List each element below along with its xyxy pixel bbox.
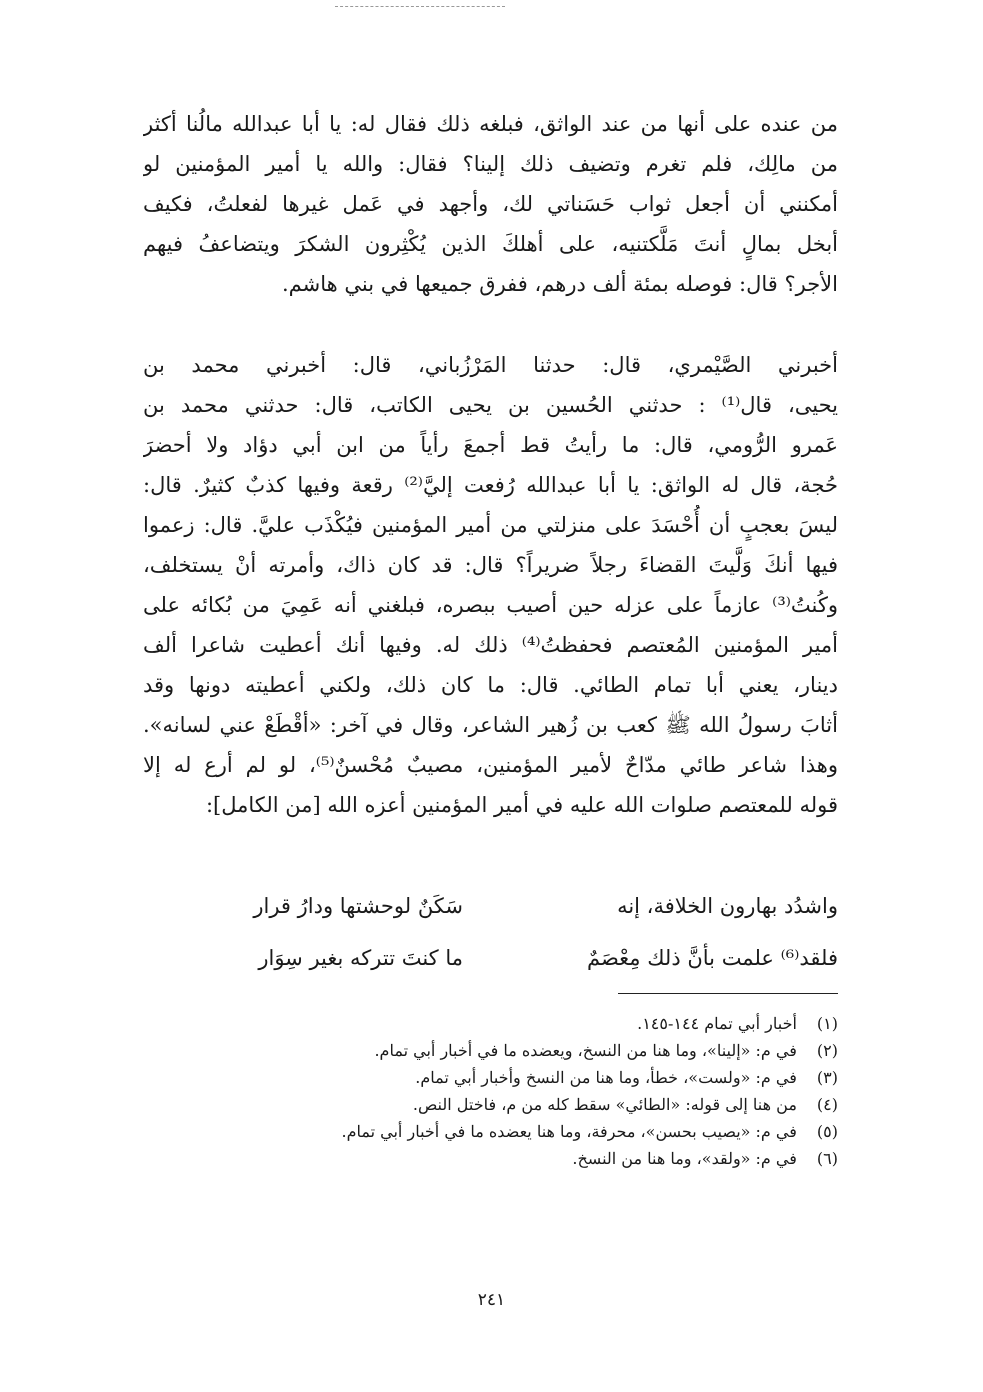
- text-line: عَمرو الرُّومي، قال: ما رأيتُ قط أجمعَ رأياً من ابن أبي دؤاد ولا أحضرَ: [143, 433, 838, 457]
- text-line: من مالِك، فلم تغرم وتضيف ذلك إلينا؟ فقال: والله يا أمير المؤمنين لو: [143, 152, 838, 176]
- verse-first-hemistich: واشدُد بهارون الخلافة، إنه: [617, 894, 838, 918]
- footnote: [143, 1064, 838, 1091]
- text-line: وهذا شاعر طائي مدّاحٌ لأمير المؤمنين، مصيبٌ مُحْسنٌ⁽⁵⁾، لو لم أرع له إلا: [143, 753, 838, 777]
- footnote-separator: [618, 993, 838, 994]
- text-line: أبخل بمالٍ أنتَ مَلَّكتنيه، على أهلكَ الذين يُكْثِرون الشكرَ ويتضاعفُ فيهم: [143, 232, 838, 256]
- verse-line: [143, 880, 838, 932]
- text-line: حُجة، قال له الواثق: يا أبا عبدالله رُفعت إليَّ⁽²⁾ رقعة وفيها كذبٌ كثيرٌ. قال:: [143, 473, 838, 497]
- text-line: دينار، يعني أبا تمام الطائي. قال: ما كان ذلك، ولكني أعطيته دونها وقد: [143, 673, 838, 697]
- footnote: [143, 1010, 838, 1037]
- footnote-text: من هنا إلى قوله: «الطائي» سقط كله من م، فاختل النص.: [412, 1095, 797, 1114]
- footnote: [143, 1145, 838, 1172]
- footnote-number: (٣): [816, 1068, 838, 1087]
- top-rule: [335, 6, 505, 7]
- footnote-text: في م: «يصيب بحسن»، محرفة، وما هنا يعضده ما في أخبار أبي تمام.: [341, 1122, 797, 1141]
- text-line: يحيى، قال⁽¹⁾ : حدثني الحُسين بن يحيى الكاتب، قال: حدثني محمد بن: [143, 393, 838, 417]
- text-line: وكُنتُ⁽³⁾ عازماً على عزله حين أصيب ببصره، فبلغني أنه عَمِيَ من بُكائه على: [143, 593, 838, 617]
- poem-verses: [143, 880, 838, 984]
- footnotes: [143, 1010, 838, 1172]
- text-line: الأجر؟ قال: فوصله بمئة ألف درهم، ففرق جميعها في بني هاشم.: [281, 272, 838, 296]
- footnote-text: في م: «ولقد»، وما هنا من النسخ.: [572, 1149, 797, 1168]
- text-line: ليسَ بعجبٍ أن أُحْسَدَ على منزلتي من أمير المؤمنين فيُكْذَب عليَّ. قال: زعموا: [143, 513, 838, 537]
- text-line: من عنده على أنها من عند الواثق، فبلغه ذلك فقال له: يا أبا عبدالله مالُنا أكثر: [143, 112, 838, 136]
- footnote: [143, 1118, 838, 1145]
- footnote: [143, 1037, 838, 1064]
- footnote-number: (١): [816, 1014, 838, 1033]
- footnote-number: (٤): [816, 1095, 838, 1114]
- footnote-text: في م: «ولست»، خطأ، وما هنا من النسخ وأخبار أبي تمام.: [415, 1068, 797, 1087]
- text-line: فيها أنكَ وَلَّيتَ القضاءَ رجلاً ضريراً؟ قال: قد كان ذاك، وأمرته أنْ يستخلف،: [143, 553, 838, 577]
- footnote-text: في م: «إلينا»، وما هنا من النسخ، ويعضده ما في أخبار أبي تمام.: [374, 1041, 797, 1060]
- verse-first-hemistich: فلقد⁽⁶⁾ علمت بأنَّ ذلك مِعْصَمٌ: [586, 946, 838, 970]
- verse-second-hemistich: ما كنتَ تتركه بغير سِوَار: [258, 946, 463, 970]
- text-line: قوله للمعتصم صلوات الله عليه في أمير المؤمنين أعزه الله [من الكامل]:: [205, 793, 838, 817]
- text-line: أمكنني أن أجعل ثواب حَسَناتي لك، وأجهد في عَمل غيرها لفعلتُ، فكيف: [143, 192, 838, 216]
- text-line: أثابَ رسولُ الله ﷺ كعب بن زُهير الشاعر، وقال في آخر: «أقْطَعْ عني لسانه».: [143, 713, 838, 737]
- footnote-text: أخبار أبي تمام ١٤٤-١٤٥.: [637, 1014, 797, 1033]
- page-number: ٢٤١: [477, 1290, 506, 1310]
- text-line: أمير المؤمنين المُعتصم فحفظتُ⁽⁴⁾ ذلك له. وفيها أنك أعطيت شاعرا ألف: [143, 633, 838, 657]
- verse-second-hemistich: سَكَنٌ لوحشتها ودارُ قرار: [253, 894, 463, 918]
- footnote-number: (٢): [816, 1041, 838, 1060]
- footnote: [143, 1091, 838, 1118]
- paragraph-1: [143, 104, 838, 304]
- footnote-number: (٥): [816, 1122, 838, 1141]
- paragraph-2: [143, 345, 838, 825]
- text-line: أخبرني الصَّيْمري، قال: حدثنا المَرْزُباني، قال: أخبرني محمد بن: [143, 353, 838, 377]
- footnote-number: (٦): [816, 1149, 838, 1168]
- verse-line: [143, 932, 838, 984]
